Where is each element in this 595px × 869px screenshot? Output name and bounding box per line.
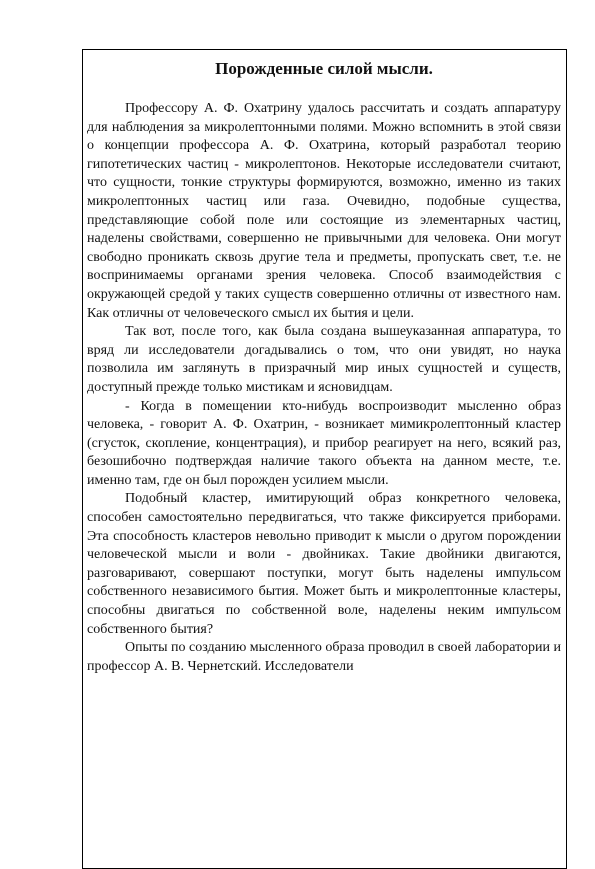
- paragraph-5: Опыты по созданию мысленного образа проводил в своей лаборатории и профессор А. В. Чернетский. Исследователи: [87, 640, 561, 674]
- document-body: [87, 59, 561, 676]
- document-title: Порожденные силой мысли.: [215, 59, 433, 78]
- paragraph-4: Подобный кластер, имитирующий образ конкретного человека, способен самостоятельно передвигаться, что также фиксируется приборами. Эта способность кластеров невольно приводит к мысли о другом порождении человеческой мысли и воли - двойниках. Такие двойники двигаются, разговаривают, совершают поступки, могут быть наделены импульсом собственного независимого бытия. Может быть и микролептонные кластеры, способны двигаться по собственной воле, наделены неким импульсом собственного бытия?: [87, 491, 561, 637]
- paragraph-3: - Когда в помещении кто-нибудь воспроизводит мысленно образ человека, - говорит А. Ф. Охатрин, - возникает мимикролептонный кластер (сгусток, скопление, концентрация), и прибор реагирует на него, всякий раз, безошибочно подтверждая наличие такого объекта на данном месте, т.е. именно там, где он был порожден усилием мысли.: [87, 398, 561, 488]
- paragraph-2: Так вот, после того, как была создана вышеуказанная аппаратура, то вряд ли исследователи догадывались о том, что они увидят, но наука позволила им заглянуть в призрачный мир иных сущностей и существ, доступный прежде только мистикам и ясновидцам.: [87, 324, 561, 395]
- paragraph-1: Профессору А. Ф. Охатрину удалось рассчитать и создать аппаратуру для наблюдения за микролептонными полями. Можно вспомнить в этой связи о концепции профессора А. Ф. Охатрина, который разработал теорию гипотетических частиц - микролептонов. Некоторые исследователи считают, что сущности, тонкие структуры формируются, возможно, именно из таких микролептонных частиц или газа. Очевидно, подобные существа, представляющие собой поле или состоящие из элементарных частиц, наделены свойствами, совершенно не привычными для человека. Они могут свободно проникать сквозь другие тела и предметы, пропускать свет, т.е. не воспринимаемы органами зрения человека. Способ взаимодействия с окружающей средой у таких существ совершенно отличны от известного нам. Как отличны от человеческого смысл их бытия и цели.: [87, 101, 561, 321]
